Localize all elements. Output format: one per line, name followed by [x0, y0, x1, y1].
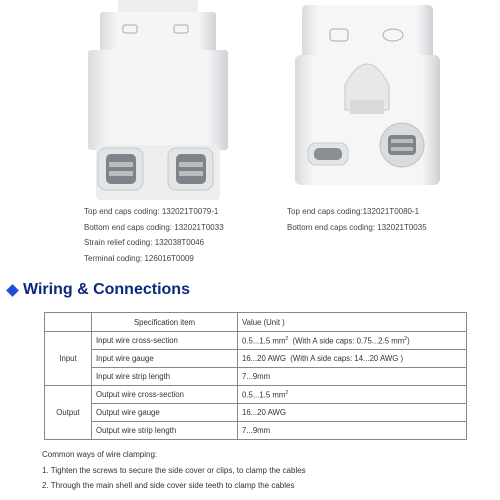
table-cell-value: 16...20 AWG (With A side caps: 14...20 AWG ) — [238, 350, 467, 368]
table-cell-item: Output wire cross-section — [92, 386, 238, 404]
left-code-bottom-end-caps: Bottom end caps coding: 132021T0033 — [84, 222, 224, 232]
right-code-bottom-end-caps: Bottom end caps coding: 132021T0035 — [287, 222, 427, 232]
right-product-image — [290, 5, 445, 190]
table-row — [45, 404, 467, 422]
section-title: Wiring & Connections — [23, 281, 190, 298]
clamping-notes — [42, 447, 306, 494]
left-code-strain-relief: Strain relief coding: 132038T0046 — [84, 238, 205, 247]
left-code-terminal: Terminal coding: 126016T0009 — [84, 253, 194, 263]
group-label-input: Input — [45, 332, 92, 386]
table-cell-value: 0.5...1.5 $mm^2$ (With A side caps: 0.75...2.5 $mm^2$) — [238, 332, 467, 350]
table-cell-item: Input wire strip length — [92, 368, 238, 386]
section-heading — [8, 281, 190, 299]
note-item: 1. Tighten the screws to secure the side cover or clips, to clamp the cables — [42, 465, 306, 475]
table-cell-item: Input wire cross-section — [92, 332, 238, 350]
table-header-value: Value (Unit ) — [238, 313, 467, 332]
group-label-output: Output — [45, 386, 92, 440]
table-row — [45, 350, 467, 368]
table-row — [45, 386, 467, 404]
table-header-blank — [45, 313, 92, 332]
table-cell-value: 7...9mm — [238, 368, 467, 386]
left-product-codes — [84, 204, 224, 266]
left-code-top-end-caps: Top end caps coding: 132021T0079-1 — [84, 207, 219, 216]
right-code-top-end-caps: Top end caps coding:132021T0080-1 — [287, 207, 420, 216]
table-header-row — [45, 313, 467, 332]
table-cell-item: Output wire gauge — [92, 404, 238, 422]
table-header-item: Specification item — [92, 313, 238, 332]
right-product-codes — [287, 204, 427, 235]
notes-heading: Common ways of wire clamping: — [42, 450, 158, 459]
table-cell-value: 16...20 AWG — [238, 404, 467, 422]
table-cell-item: Output wire strip length — [92, 422, 238, 440]
wiring-spec-table — [44, 312, 467, 440]
table-row — [45, 368, 467, 386]
table-row — [45, 422, 467, 440]
diamond-icon — [6, 284, 19, 297]
note-item: 2. Through the main shell and side cover side teeth to clamp the cables — [42, 481, 295, 490]
table-cell-item: Input wire gauge — [92, 350, 238, 368]
table-row — [45, 332, 467, 350]
left-product-image — [78, 0, 238, 205]
table-cell-value: 7...9mm — [238, 422, 467, 440]
table-cell-value: 0.5...1.5 $mm^2$ — [238, 386, 467, 404]
